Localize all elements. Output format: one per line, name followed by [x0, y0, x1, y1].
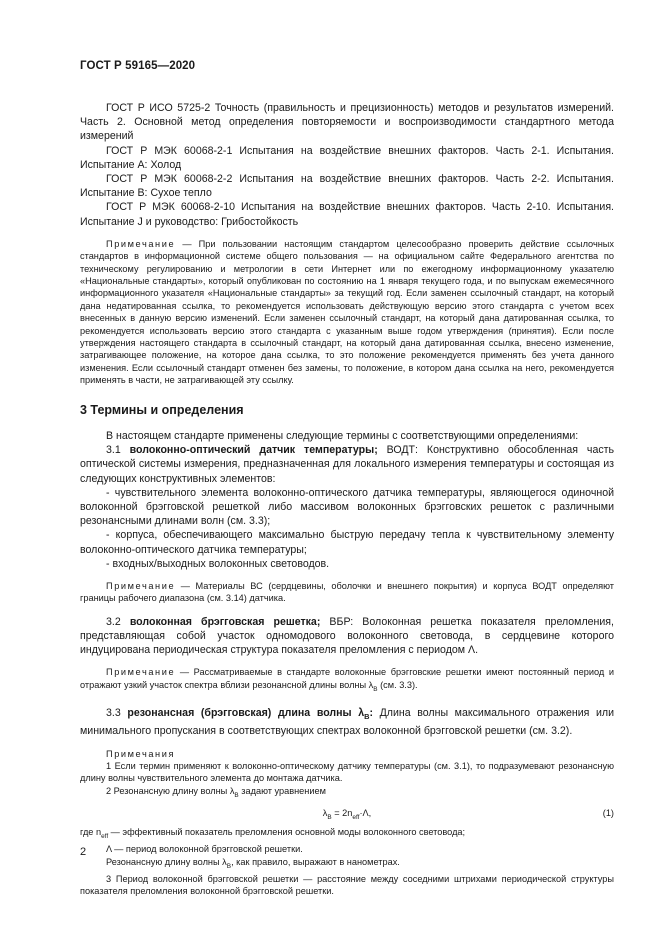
- note-3-3-3: 3 Период волоконной брэгговской решетки — расстояние между соседними штрихами периодической структуры показателя преломления волоконной брэгговской решетки.: [80, 873, 614, 897]
- formula-mid: = 2n: [331, 807, 353, 818]
- note-text: задают уравнением: [238, 785, 326, 796]
- term-3-3: [80, 706, 614, 739]
- subscript: B: [373, 685, 378, 693]
- list-item: - корпуса, обеспечивающего максимально быструю передачу тепла к чувствительному элементу волоконно-оптического датчика температуры;: [80, 529, 614, 556]
- term-name: волоконно-оптический датчик температуры;: [129, 444, 378, 457]
- note-text: , как правило, выражают в нанометрах.: [231, 856, 400, 867]
- term-3-1: [80, 443, 614, 486]
- note-3-2: [80, 666, 614, 696]
- notes-label: [80, 748, 614, 760]
- note-label: Примечания: [106, 748, 176, 759]
- page-number: 2: [80, 846, 87, 858]
- term-number: 3.1: [106, 444, 130, 457]
- equation-1: [80, 807, 614, 823]
- subscript: eff: [101, 832, 109, 840]
- note-text: 2 Резонансную длину волны λ: [106, 785, 235, 796]
- formula-where: [80, 826, 614, 843]
- note-text: Резонансную длину волны λ: [106, 856, 227, 867]
- note-text: где n: [80, 826, 102, 837]
- reference-item: ГОСТ Р МЭК 60068-2-1 Испытания на воздействие внешних факторов. Часть 2-1. Испытания. Испытание А: Холод: [80, 144, 614, 171]
- section-heading: 3 Термины и определения: [80, 402, 244, 417]
- term-number: 3.2: [106, 615, 130, 628]
- subscript: B: [226, 862, 232, 870]
- equation-number: (1): [602, 807, 614, 818]
- term-name-end: :: [369, 707, 373, 719]
- reference-item: ГОСТ Р ИСО 5725-2 Точность (правильность и прецизионность) методов и результатов измерений. Часть 2. Основной метод определения повторяемости и воспроизводимости стандартного метода измерений: [80, 102, 614, 143]
- note-label: Примечание: [106, 667, 176, 678]
- term-name: волоконная брэгговская решетка;: [129, 615, 321, 628]
- reference-item: ГОСТ Р МЭК 60068-2-10 Испытания на воздействие внешних факторов. Часть 2-10. Испытания. Испытание J и руководство: Грибостойкость: [80, 201, 614, 228]
- note-3-3-1: 1 Если термин применяют к волоконно-оптическому датчику температуры (см. 3.1), то подразумевают резонансную длину волны чувствительного элемента до монтажа датчика.: [80, 760, 614, 784]
- formula-lhs: λ: [322, 807, 328, 818]
- term-name: резонансная (брэгговская) длина волны λ: [127, 707, 365, 719]
- reference-item: ГОСТ Р МЭК 60068-2-2 Испытания на воздействие внешних факторов. Часть 2-2. Испытания. Испытание В: Сухое тепло: [80, 173, 614, 200]
- note-text: — Рассматриваемые в стандарте волоконные брэгговские решетки имеют постоянный период и отражают узкий участок спектра вблизи резонансной длины волны λ: [80, 667, 614, 690]
- subscript: eff: [352, 813, 360, 821]
- note-text: (см. 3.3).: [377, 679, 418, 690]
- term-definition: ВБР: Волоконная решетка показателя преломления, представляющая собой участок одномодового волоконного световода, в сердцевине которого индуцирована периодическая структура показателя преломления с периодом Λ.: [80, 615, 614, 657]
- list-item: - чувствительного элемента волоконно-оптического датчика температуры, являющегося одиночной волоконной брэгговской решеткой либо массивом волоконных брэгговских решеток с различными резонансными длинами волн (см. 3.3);: [80, 486, 614, 528]
- subscript: B: [364, 712, 370, 722]
- list-item: - входных/выходных волоконных световодов.: [106, 557, 330, 570]
- note-label: Примечание: [106, 238, 176, 249]
- term-3-2: [80, 615, 614, 658]
- equation-body: [80, 807, 614, 824]
- subscript: B: [234, 791, 239, 799]
- formula-lambda-def: Λ — период волоконной брэгговской решетки.: [106, 844, 303, 855]
- note-text: — Материалы ВС (сердцевины, оболочки и внешнего покрытия) и корпуса ВОДТ определяют границы рабочего диапазона (см. 3.14) датчика.: [80, 580, 614, 604]
- section-intro: В настоящем стандарте применены следующие термины с соответствующими определениями:: [106, 429, 579, 442]
- term-definition: ВОДТ: Конструктивно обособленная часть оптической системы измерения, предназначенная для локального измерения температуры и состоящая из следующих конструктивных элементов:: [80, 444, 615, 485]
- note-text: — эффективный показатель преломления основной моды волоконного световода;: [108, 826, 466, 837]
- term-definition: Длина волны максимального отражения или минимального пропускания в соответствующих спектрах волоконной брэгговской решетки (см. 3.2).: [80, 707, 614, 738]
- formula-rhs: ·Λ,: [359, 807, 372, 818]
- note-text: — При пользовании настоящим стандартом целесообразно проверить действие ссылочных стандартов в информационной системе общего пользования — на официальном сайте Федерального агентства по техническому регулированию и метрологии в сети Интернет или по ежегодному информационному указателю «Национальные стандарты», который опубликован по состоянию на 1 января текущего года, и по выпускам ежемесячного информационного указателя «Национальные стандарты» за текущий год. Если заменен ссылочный стандарт, на который дана недатированная ссылка, то рекомендуется использовать действующую версию этого стандарта с учетом всех внесенных в данную версию изменений. Если заменен ссылочный стандарт, на который дана датированная ссылка, то рекомендуется использовать версию этого стандарта с указанным выше годом утверждения (принятия). Если после утверждения настоящего стандарта в ссылочный стандарт, на который дана датированная ссылка, внесено изменение, затрагивающее положение, на которое дана ссылка, то это положение рекомендуется применять без учета данного изменения. Если ссылочный стандарт отменен без замены, то положение, в котором дана ссылка на него, рекомендуется применять в части, не затрагивающей эту ссылку.: [80, 238, 614, 386]
- document-header-code: ГОСТ Р 59165—2020: [80, 60, 196, 72]
- note-references: [80, 238, 614, 387]
- term-number: 3.3: [106, 707, 128, 719]
- note-3-1: [80, 580, 614, 605]
- page-body: [80, 101, 614, 898]
- note-3-3-2: [80, 785, 614, 802]
- wavelength-units: [80, 856, 614, 873]
- subscript: B: [327, 813, 332, 821]
- note-label: Примечание: [106, 580, 176, 591]
